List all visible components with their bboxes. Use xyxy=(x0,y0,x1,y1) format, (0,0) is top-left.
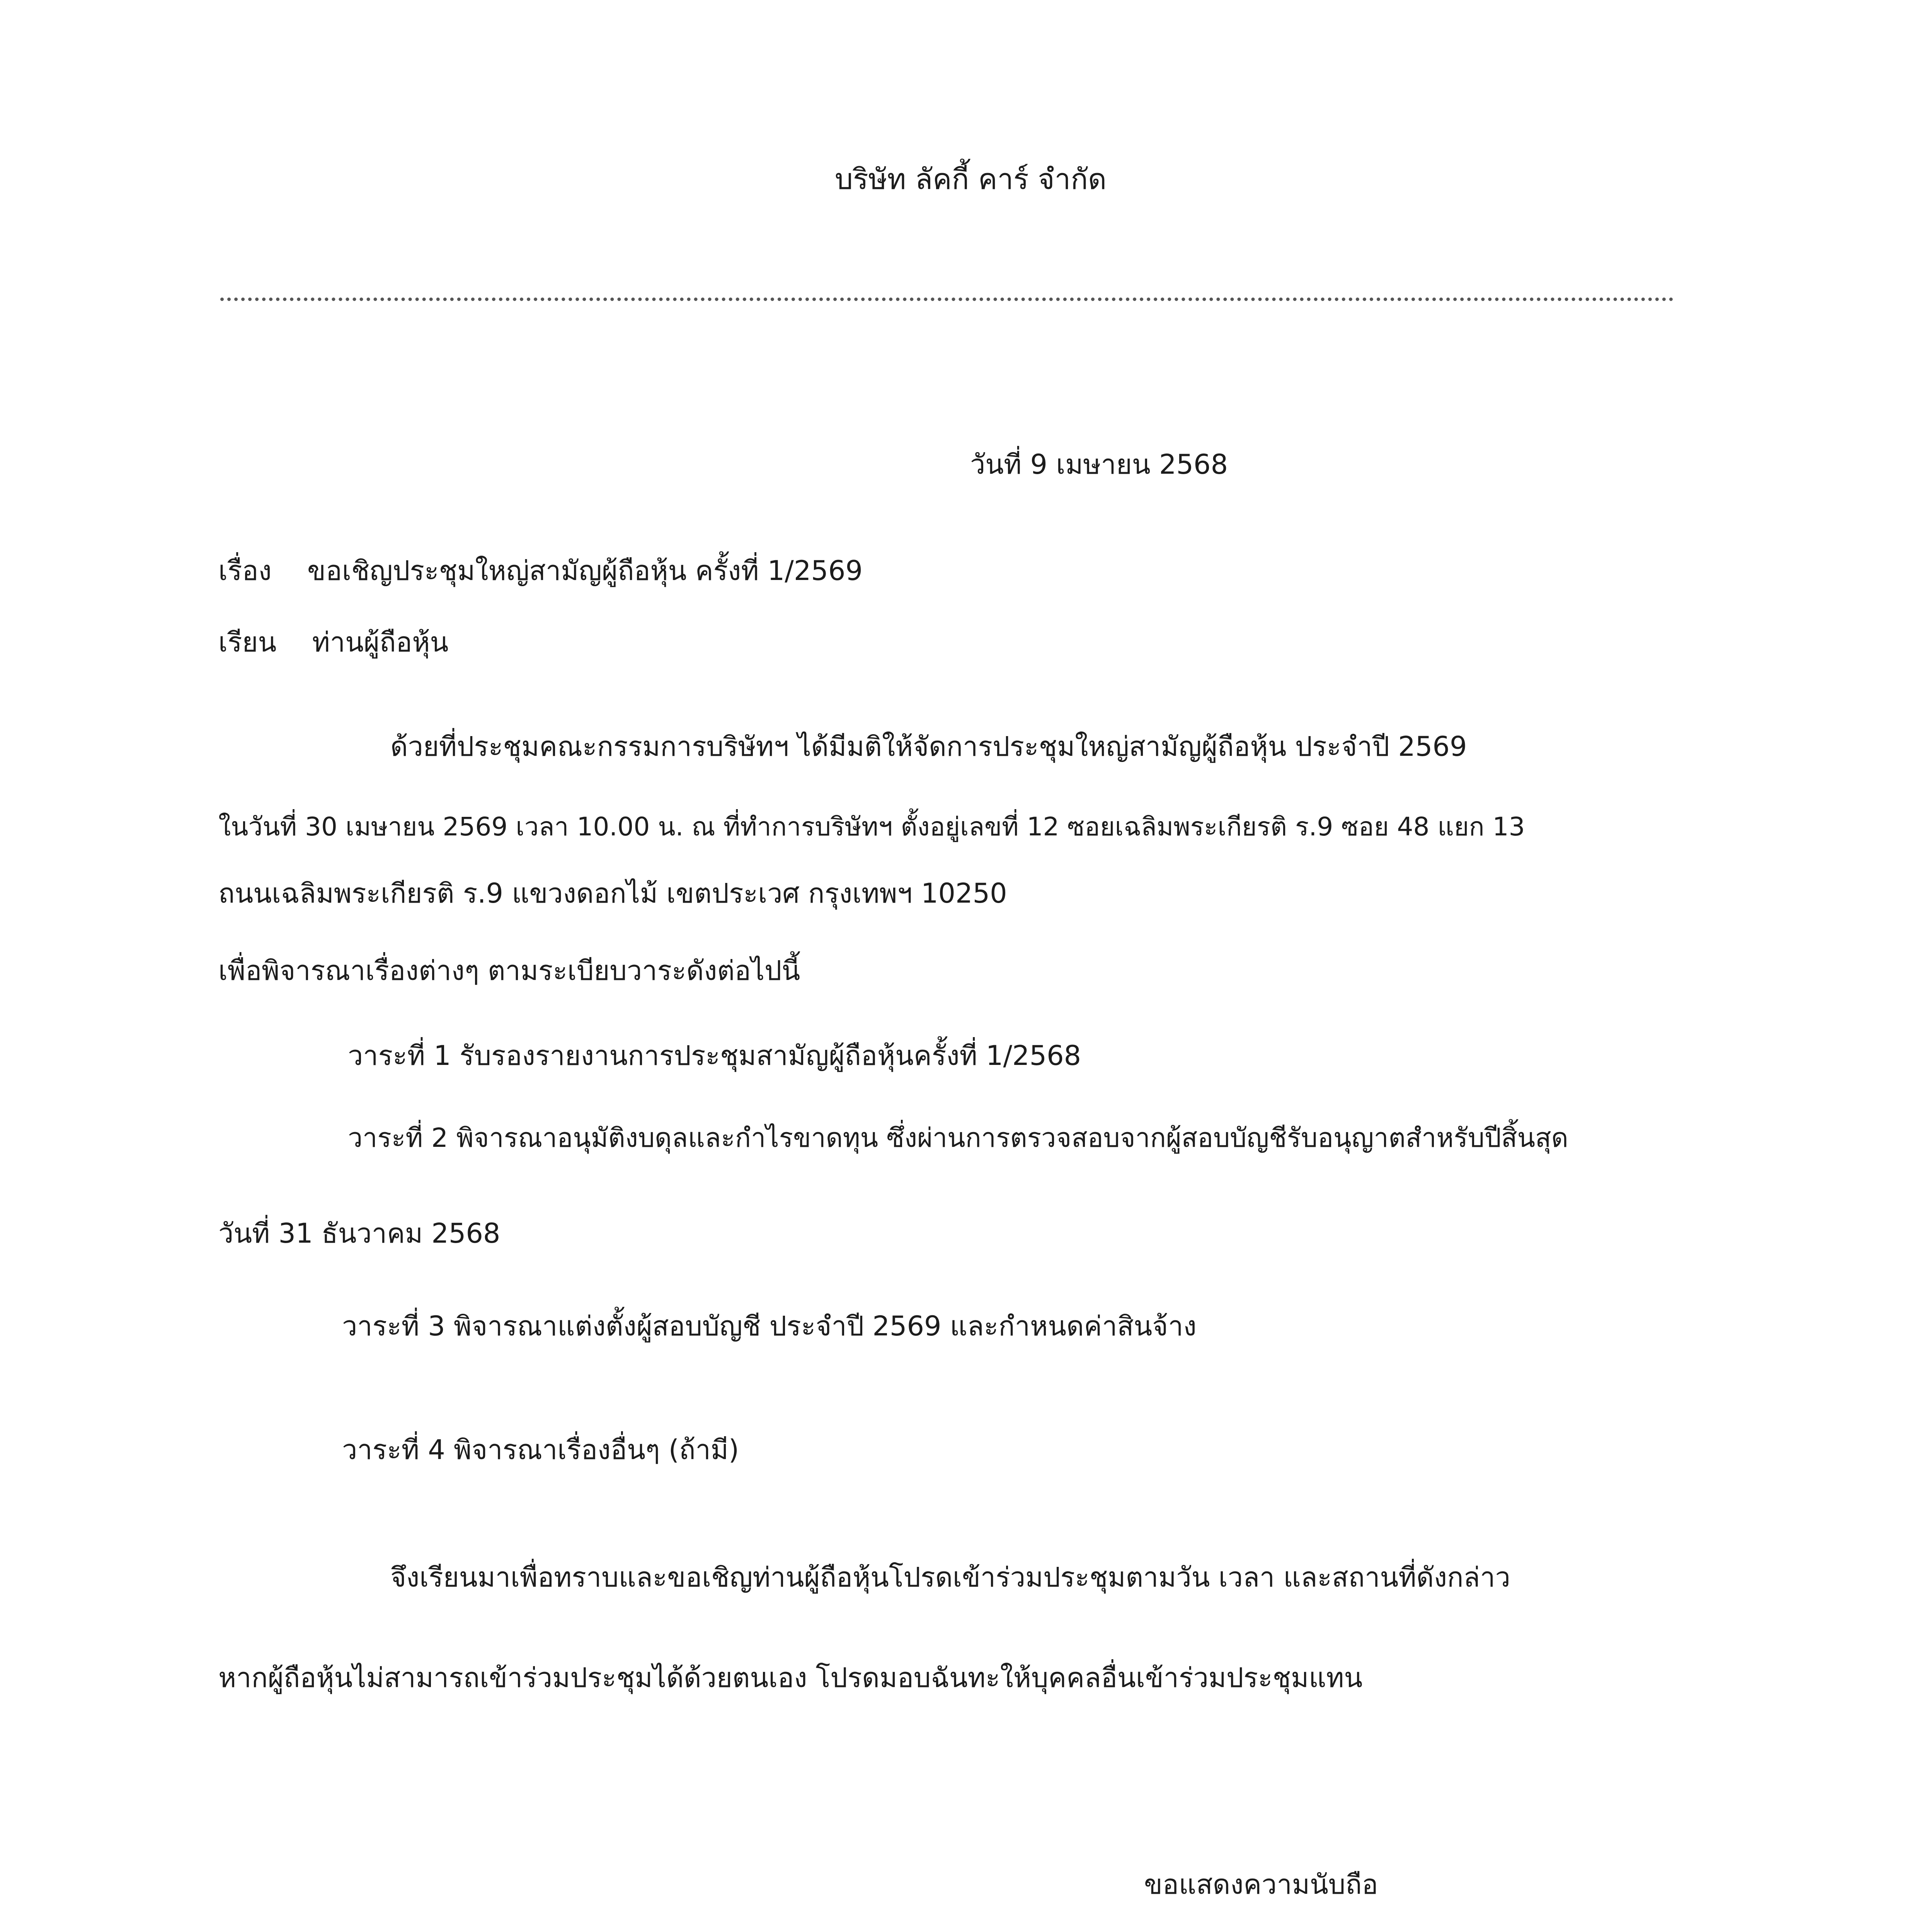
recipient-label: เรียน xyxy=(218,626,277,658)
agenda-item-1: วาระที่ 1 รับรองรายงานการประชุมสามัญผู้ถือหุ้นครั้งที่ 1/2568 xyxy=(348,1040,1081,1071)
subject-text: ขอเชิญประชุมใหญ่สามัญผู้ถือหุ้น ครั้งที่ 1/2569 xyxy=(307,555,863,587)
regards-text: ขอแสดงความนับถือ xyxy=(1144,1869,1378,1900)
subject-line xyxy=(218,554,863,587)
body-paragraph-line-3: ถนนเฉลิมพระเกียรติ ร.9 แขวงดอกไม้ เขตประเวศ กรุงเทพฯ 10250 xyxy=(218,878,1007,909)
agenda-item-2-line-2: วันที่ 31 ธันวาคม 2568 xyxy=(218,1218,501,1249)
subject-label: เรื่อง xyxy=(218,555,272,587)
agenda-item-3: วาระที่ 3 พิจารณาแต่งตั้งผู้สอบบัญชี ประจำปี 2569 และกำหนดค่าสินจ้าง xyxy=(342,1310,1197,1342)
body-paragraph-line-1: ด้วยที่ประชุมคณะกรรมการบริษัทฯ ได้มีมติให้จัดการประชุมใหญ่สามัญผู้ถือหุ้น ประจำปี 2569 xyxy=(390,731,1467,762)
company-header: บริษัท ลัคกี้ คาร์ จำกัด xyxy=(835,163,1107,196)
date-line: วันที่ 9 เมษายน 2568 xyxy=(970,449,1228,480)
body-paragraph-line-4: เพื่อพิจารณาเรื่องต่างๆ ตามระเบียบวาระดังต่อไปนี้ xyxy=(218,955,800,986)
body-paragraph-line-2: ในวันที่ 30 เมษายน 2569 เวลา 10.00 น. ณ ที่ทำการบริษัทฯ ตั้งอยู่เลขที่ 12 ซอยเฉลิมพระเกียรติ ร.9 ซอย 48 แยก 13 xyxy=(218,812,1525,842)
company-stamp-graphic xyxy=(557,1917,982,1932)
agenda-item-4: วาระที่ 4 พิจารณาเรื่องอื่นๆ (ถ้ามี) xyxy=(342,1434,739,1466)
recipient-text: ท่านผู้ถือหุ้น xyxy=(312,626,449,658)
agenda-item-2-line-1: วาระที่ 2 พิจารณาอนุมัติงบดุลและกำไรขาดทุน ซึ่งผ่านการตรวจสอบจากผู้สอบบัญชีรับอนุญาตสำหรับปีสิ้นสุด xyxy=(348,1123,1568,1153)
closing-line-1: จึงเรียนมาเพื่อทราบและขอเชิญท่านผู้ถือหุ้นโปรดเข้าร่วมประชุมตามวัน เวลา และสถานที่ดังกล่าว xyxy=(390,1561,1510,1593)
recipient-line xyxy=(218,626,448,658)
header-divider xyxy=(220,298,1674,301)
closing-line-2: หากผู้ถือหุ้นไม่สามารถเข้าร่วมประชุมได้ด้วยตนเอง โปรดมอบฉันทะให้บุคคลอื่นเข้าร่วมประชุมแทน xyxy=(218,1662,1363,1694)
company-stamp xyxy=(557,1917,982,1932)
